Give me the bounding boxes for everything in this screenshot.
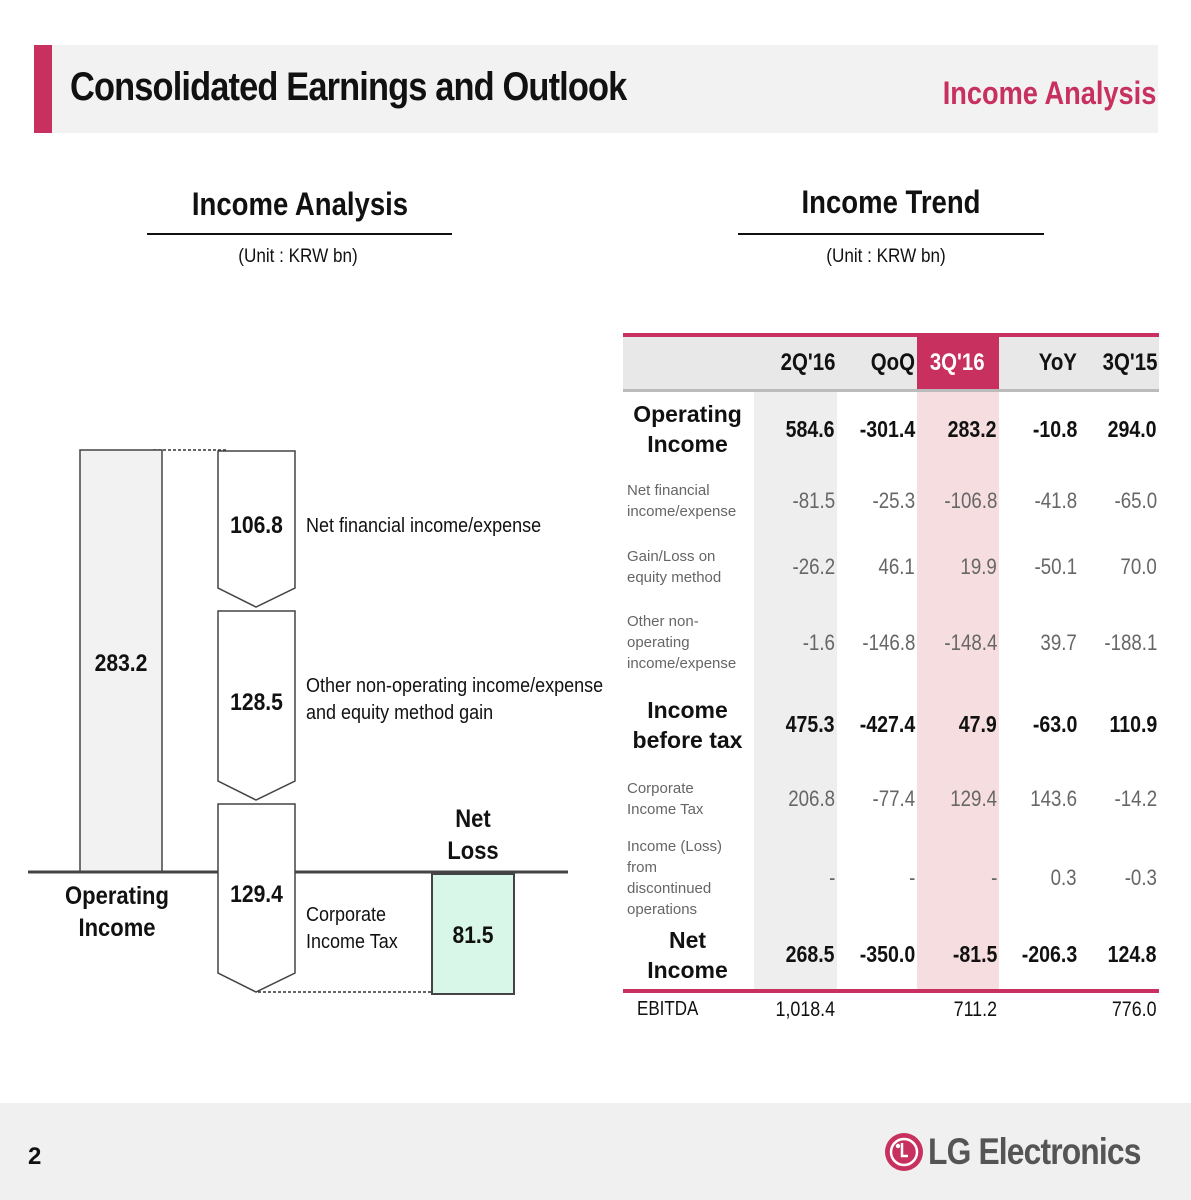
- table-header-row: [623, 335, 1159, 391]
- table-cell: -41.8: [1034, 487, 1077, 513]
- header-cell-qoq: QoQ: [837, 335, 917, 391]
- analysis-title: Income Analysis: [191, 186, 409, 222]
- table-cell: 143.6: [1030, 785, 1077, 811]
- ebitda-label: EBITDA: [623, 991, 754, 1027]
- lg-logo-icon: [884, 1132, 924, 1172]
- row-label: Net Income: [647, 926, 728, 983]
- row-label: Other non- operating income/expense: [627, 613, 737, 672]
- table-cell: 124.8: [1108, 941, 1157, 967]
- table-cell: -81.5: [754, 467, 837, 535]
- table-row: [623, 835, 1159, 921]
- non-operating-value: 128.5: [230, 689, 283, 716]
- table-cell: -65.0: [1114, 487, 1157, 513]
- row-label: Income (Loss) from discontinued operations: [627, 837, 723, 918]
- table-cell: -: [754, 835, 837, 921]
- table-row: [623, 599, 1159, 687]
- section-label: Income Analysis: [942, 75, 1156, 111]
- table-cell: -0.3: [1124, 864, 1157, 890]
- ebitda-cell: [999, 991, 1079, 1027]
- table-cell: -301.4: [859, 415, 915, 442]
- net-financial-value: 106.8: [230, 512, 283, 539]
- table-cell: -1.6: [754, 599, 837, 687]
- table-cell: 70.0: [1120, 553, 1157, 579]
- table-cell: 0.3: [1050, 864, 1077, 890]
- table-cell: -77.4: [872, 785, 915, 811]
- table-cell: 110.9: [1109, 711, 1157, 737]
- table-cell: -81.5: [917, 921, 999, 991]
- trend-title: Income Trend: [801, 184, 981, 220]
- table-cell: 39.7: [1040, 629, 1077, 655]
- analysis-unit: (Unit : KRW bn): [238, 246, 358, 267]
- income-trend-table: [623, 333, 1159, 1027]
- table-cell: -25.3: [872, 487, 915, 513]
- table-cell: -188.1: [1103, 629, 1157, 655]
- table-cell: -: [917, 835, 999, 921]
- table-cell: -63.0: [1032, 711, 1077, 737]
- table-cell: -50.1: [1034, 553, 1077, 579]
- table-row: [623, 467, 1159, 535]
- operating-income-label: Operating Income: [65, 882, 169, 942]
- net-financial-label: Net financial income/expense: [306, 515, 542, 537]
- table-row: [623, 763, 1159, 835]
- table-row: [623, 687, 1159, 763]
- row-label: Corporate Income Tax: [627, 779, 704, 818]
- ebitda-cell: 776.0: [1079, 991, 1159, 1027]
- header-cell-label: [623, 335, 754, 391]
- table-cell: 46.1: [878, 553, 915, 579]
- table-cell: -: [908, 864, 915, 890]
- table-row: [623, 535, 1159, 599]
- ebitda-cell: [837, 991, 917, 1027]
- table-cell: -26.2: [754, 535, 837, 599]
- table-cell: 19.9: [917, 535, 999, 599]
- corporate-tax-label: Corporate Income Tax: [306, 904, 398, 953]
- table-cell: -350.0: [859, 941, 915, 967]
- trend-unit: (Unit : KRW bn): [826, 246, 946, 267]
- table-cell: 294.0: [1108, 415, 1157, 442]
- brand-name: LG Electronics: [928, 1131, 1141, 1172]
- table-cell: -146.8: [861, 629, 915, 655]
- table-cell: -148.4: [917, 599, 999, 687]
- header-cell-3q15: 3Q'15: [1079, 335, 1159, 391]
- table-cell: -427.4: [859, 711, 915, 737]
- header-cell-2q16: 2Q'16: [754, 335, 837, 391]
- table-cell: -106.8: [917, 467, 999, 535]
- ebitda-cell: 711.2: [917, 991, 999, 1027]
- row-label: Net financial income/expense: [627, 481, 737, 520]
- ebitda-cell: 1,018.4: [754, 991, 837, 1027]
- operating-income-value: 283.2: [94, 650, 148, 677]
- page-number: 2: [28, 1143, 42, 1170]
- table-cell: 129.4: [917, 763, 999, 835]
- table-cell: 584.6: [754, 391, 837, 467]
- table-cell: 283.2: [917, 391, 999, 467]
- non-operating-label: Other non-operating income/expense and equity method gain: [306, 675, 604, 724]
- net-loss-label: Net Loss: [447, 805, 499, 865]
- table-row: [623, 391, 1159, 467]
- table-cell: 47.9: [917, 687, 999, 763]
- table-cell: -206.3: [1021, 941, 1077, 967]
- table-cell: 268.5: [754, 921, 837, 991]
- header-cell-3q16: 3Q'16: [917, 335, 999, 391]
- table-cell: -10.8: [1032, 415, 1077, 442]
- row-label: Gain/Loss on equity method: [627, 547, 722, 586]
- table-cell: -14.2: [1114, 785, 1157, 811]
- row-label: Income before tax: [632, 696, 743, 753]
- table-cell: 206.8: [754, 763, 837, 835]
- table-cell: 475.3: [754, 687, 837, 763]
- ebitda-row: [623, 991, 1159, 1027]
- net-loss-value: 81.5: [452, 922, 494, 949]
- page-title: Consolidated Earnings and Outlook: [70, 65, 627, 109]
- corporate-tax-value: 129.4: [230, 881, 283, 908]
- header-cell-yoy: YoY: [999, 335, 1079, 391]
- table-row: [623, 921, 1159, 991]
- row-label: Operating Income: [633, 401, 742, 458]
